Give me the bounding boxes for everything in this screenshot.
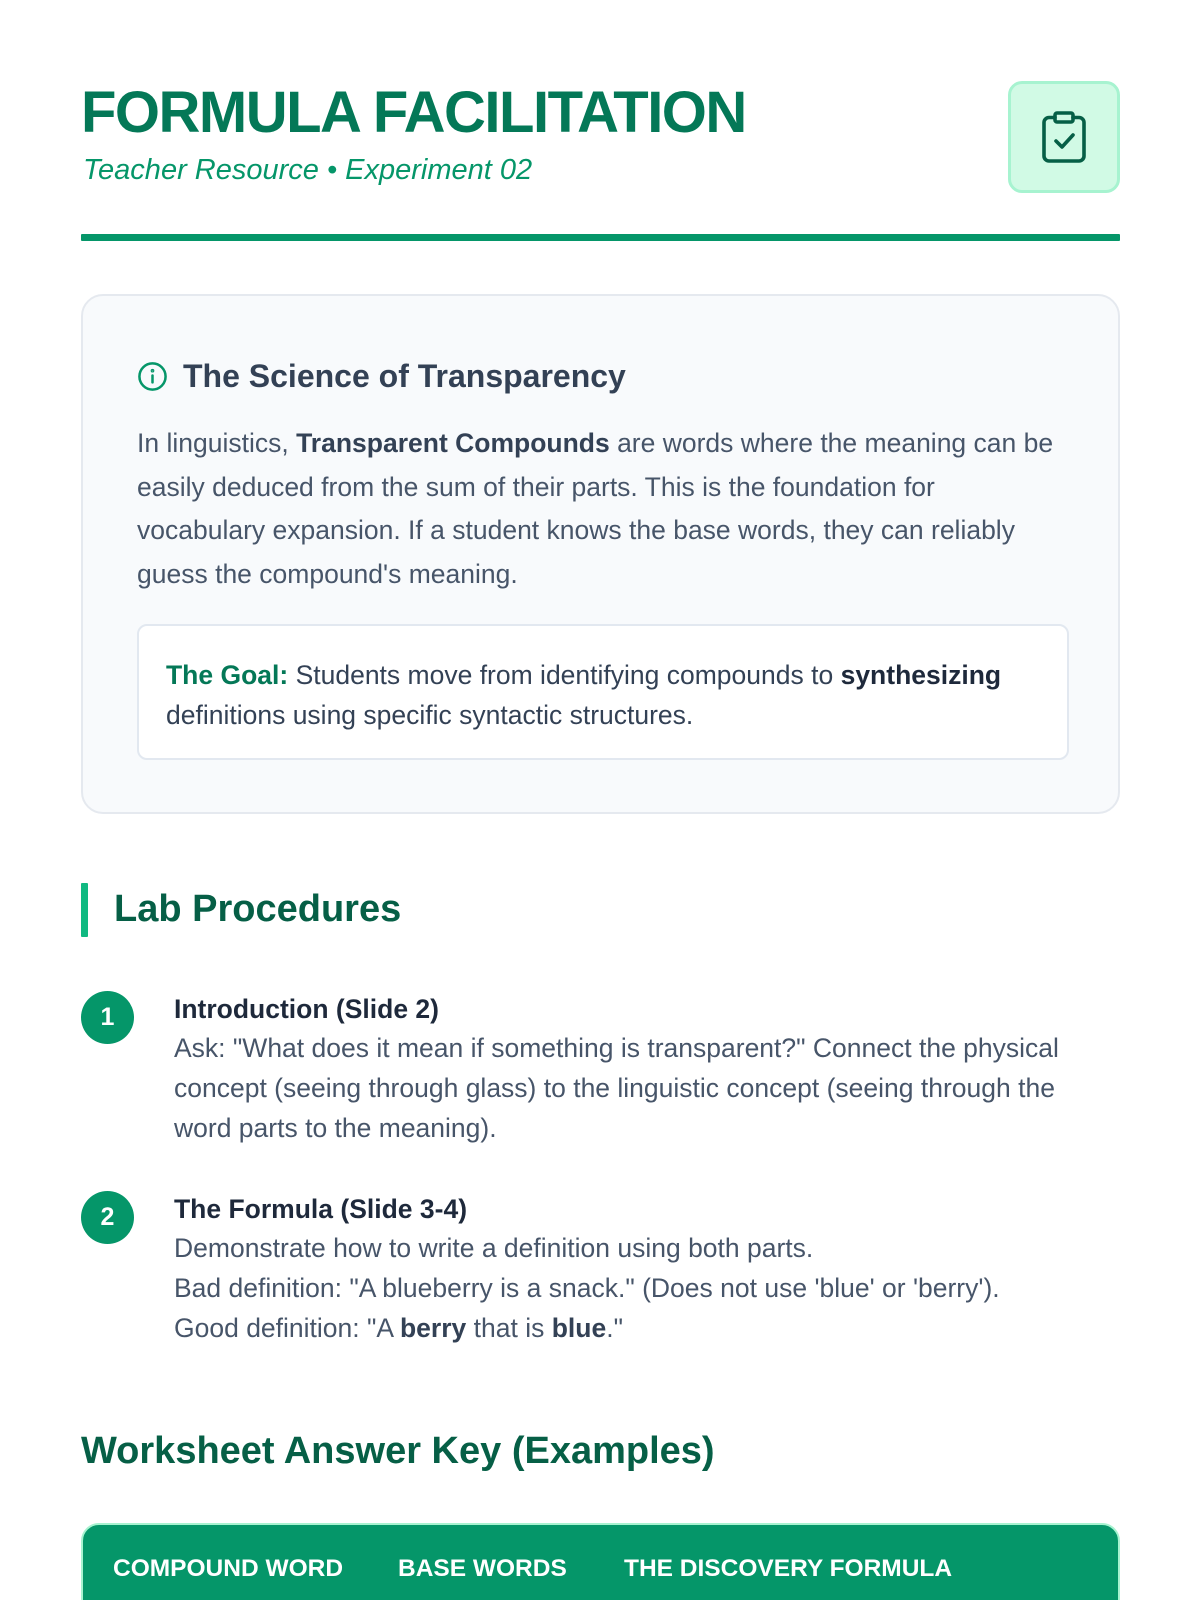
column-header-base-words: BASE WORDS xyxy=(398,1555,567,1582)
step-number: 1 xyxy=(81,991,134,1044)
column-header-compound-word: COMPOUND WORD xyxy=(113,1555,344,1582)
step-text: Ask: "What does it mean if something is transparent?" Connect the physical concept (seeing through glass) to the linguistic concept (seeing through the word parts to the meaning). xyxy=(174,1033,1059,1143)
step-text-segment: Good definition: "A xyxy=(174,1313,400,1343)
step-title: The Formula (Slide 3-4) xyxy=(174,1194,468,1224)
page-title: FORMULA FACILITATION xyxy=(81,80,746,145)
info-card-title: The Science of Transparency xyxy=(183,358,626,394)
step-title: Introduction (Slide 2) xyxy=(174,994,439,1024)
header xyxy=(81,80,1120,240)
step-text-line xyxy=(174,1308,1104,1348)
step-text-bold: blue xyxy=(551,1313,607,1343)
info-body-text-rest: are words where the meaning can be easily deduced from the sum of their parts. This is the foundation for vocabulary expansion. If a student knows the base words, they can reliably guess the compound's meaning. xyxy=(137,428,1054,589)
step-content xyxy=(174,990,1104,1148)
info-body-text: In linguistics, xyxy=(137,428,297,458)
header-icon-box xyxy=(1008,81,1120,193)
goal-bold: synthesizing xyxy=(840,660,1002,690)
section-accent-bar xyxy=(81,883,88,937)
step-text-line: Demonstrate how to write a definition using both parts. xyxy=(174,1233,814,1263)
info-body-term: Transparent Compounds xyxy=(296,428,610,458)
step-text-bold: berry xyxy=(399,1313,467,1343)
column-header-discovery-formula: THE DISCOVERY FORMULA xyxy=(624,1555,953,1582)
goal-text-rest: definitions using specific syntactic structures. xyxy=(166,700,694,730)
info-card xyxy=(81,294,1120,814)
page-subtitle: Teacher Resource • Experiment 02 xyxy=(83,154,533,186)
procedures-title: Lab Procedures xyxy=(114,888,402,930)
step-text-segment: that is xyxy=(466,1313,552,1343)
info-card-body xyxy=(137,422,1057,596)
answer-key-title: Worksheet Answer Key (Examples) xyxy=(81,1430,715,1472)
goal-label: The Goal: xyxy=(166,660,289,690)
clipboard-check-icon xyxy=(1041,111,1087,163)
step-text-line: Bad definition: "A blueberry is a snack." (Does not use 'blue' or 'berry'). xyxy=(174,1273,1000,1303)
step-number: 2 xyxy=(81,1191,134,1244)
step-text-segment: ." xyxy=(606,1313,623,1343)
info-card-header xyxy=(137,356,626,396)
header-divider xyxy=(81,234,1120,241)
goal-box xyxy=(137,624,1069,760)
step-content xyxy=(174,1190,1104,1348)
answer-key-table-header xyxy=(81,1523,1120,1600)
goal-text: Students move from identifying compounds to xyxy=(288,660,841,690)
info-icon xyxy=(137,361,168,392)
